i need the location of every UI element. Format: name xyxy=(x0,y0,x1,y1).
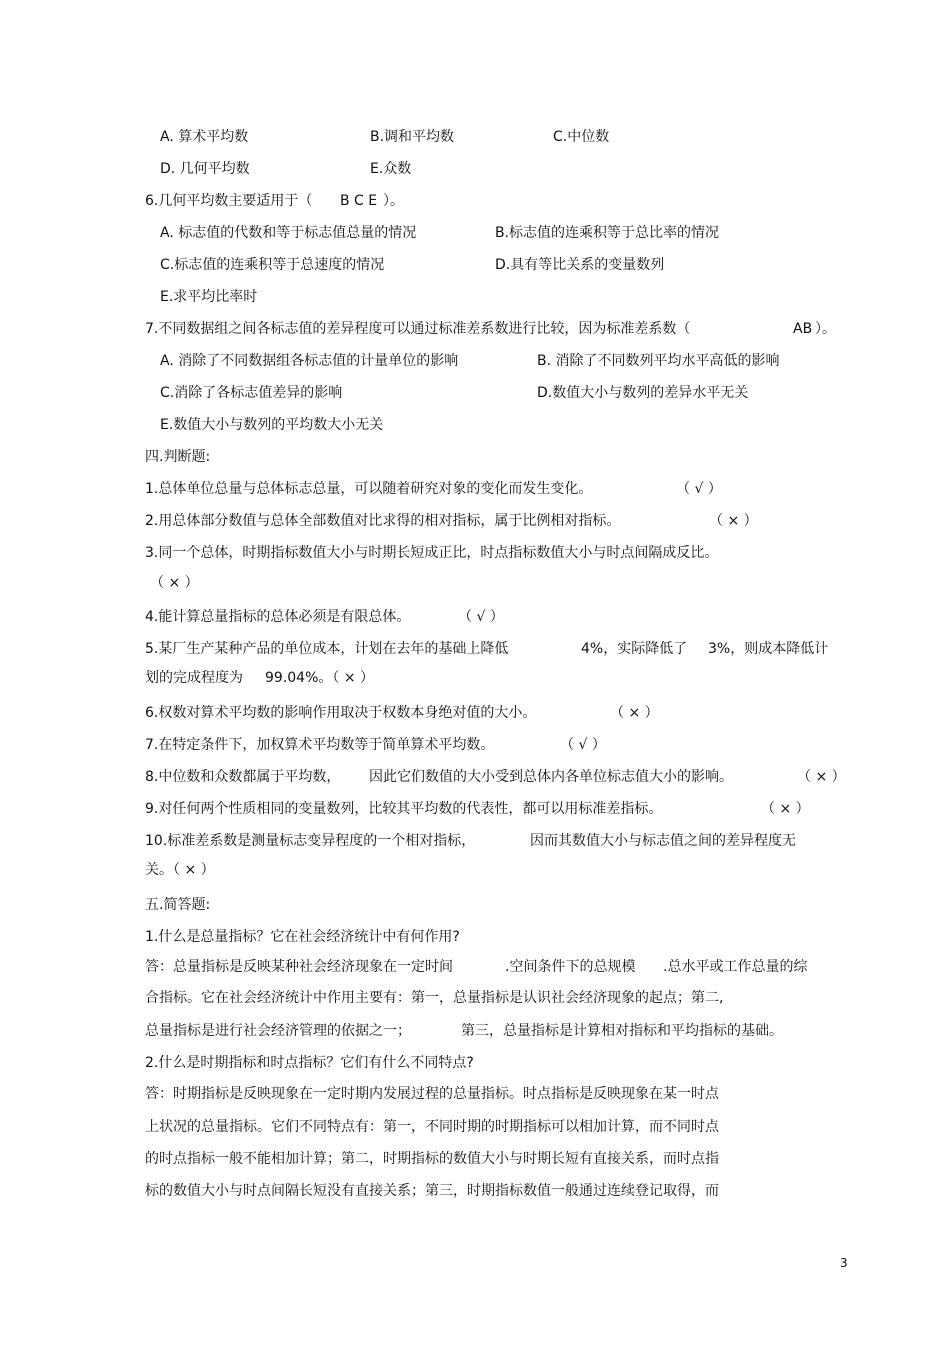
q6-option-b: B.标志值的连乘积等于总比率的情况 xyxy=(495,225,720,241)
tf-q5-line1-b: 4%，实际降低了 xyxy=(581,641,688,657)
tf-q4-mark: （ √ ） xyxy=(458,609,504,625)
tf-q9-mark: （ × ） xyxy=(761,801,810,817)
q6-option-c: C.标志值的连乘积等于总速度的情况 xyxy=(160,257,385,273)
sa-a1-line3-a: 总量指标是进行社会经济管理的依据之一； xyxy=(145,1023,411,1039)
tf-q8-mark: （ × ） xyxy=(797,769,846,785)
q6-option-d: D.具有等比关系的变量数列 xyxy=(495,257,665,273)
page-number: 3 xyxy=(840,1256,848,1270)
tf-q9-text: 9.对任何两个性质相同的变量数列，比较其平均数的代表性，都可以用标准差指标。 xyxy=(145,801,663,817)
tf-q7-mark: （ √ ） xyxy=(560,737,606,753)
q6-stem: 6.几何平均数主要适用于（ xyxy=(145,193,313,209)
sa-a1-line2: 合指标。它在社会经济统计中作用主要有：第一，总量指标是认识社会经济现象的起点；第二, xyxy=(145,990,724,1006)
tf-q2-text: 2.用总体部分数值与总体全部数值对比求得的相对指标，属于比例相对指标。 xyxy=(145,513,621,529)
tf-q10-text-c: 关。（ × ） xyxy=(145,862,215,878)
q5-option-c: C.中位数 xyxy=(553,129,610,145)
sa-a2-line4: 标的数值大小与时点间隔长短没有直接关系；第三，时期指标数值一般通过连续登记取得，而 xyxy=(145,1183,719,1199)
sa-a1-line1-c: .总水平或工作总量的综 xyxy=(663,959,808,975)
tf-q5-line2-a: 划的完成程度为 xyxy=(145,670,243,686)
q5-option-b: B.调和平均数 xyxy=(370,129,455,145)
q7-answer: AB xyxy=(793,321,813,337)
sa-q1: 1.什么是总量指标？它在社会经济统计中有何作用? xyxy=(145,929,460,945)
tf-q3-mark: （ × ） xyxy=(150,575,199,591)
tf-q7-text: 7.在特定条件下，加权算术平均数等于简单算术平均数。 xyxy=(145,737,495,753)
tf-q8-text-a: 8.中位数和众数都属于平均数， xyxy=(145,769,341,785)
q7-option-b: B. 消除了不同数列平均水平高低的影响 xyxy=(537,353,780,369)
q7-option-e: E.数值大小与数列的平均数大小无关 xyxy=(160,417,384,433)
tf-q1-mark: （ √ ） xyxy=(676,481,722,497)
tf-q2-mark: （ × ） xyxy=(709,513,758,529)
tf-q10-text-b: 因而其数值大小与标志值之间的差异程度无 xyxy=(530,833,796,849)
sa-q2: 2.什么是时期指标和时点指标？它们有什么不同特点? xyxy=(145,1055,474,1071)
q5-option-e: E.众数 xyxy=(370,161,412,177)
q7-option-c: C.消除了各标志值差异的影响 xyxy=(160,385,343,401)
tf-q5-line2-b: 99.04%。（ × ） xyxy=(265,670,375,686)
sa-a2-line3: 的时点指标一般不能相加计算；第二，时期指标的数值大小与时期长短有直接关系，而时点指 xyxy=(145,1151,719,1167)
section4-heading: 四.判断题: xyxy=(145,449,211,465)
q7-option-d: D.数值大小与数列的差异水平无关 xyxy=(537,385,749,401)
tf-q6-text: 6.权数对算术平均数的影响作用取决于权数本身绝对值的大小。 xyxy=(145,705,537,721)
tf-q1-text: 1.总体单位总量与总体标志总量，可以随着研究对象的变化而发生变化。 xyxy=(145,481,593,497)
tf-q10-text-a: 10.标准差系数是测量标志变异程度的一个相对指标， xyxy=(145,833,476,849)
sa-a2-line1: 答：时期指标是反映现象在一定时期内发展过程的总量指标。时点指标是反映现象在某一时点 xyxy=(145,1086,719,1102)
q6-option-e: E.求平均比率时 xyxy=(160,289,258,305)
tf-q3-text: 3.同一个总体，时期指标数值大小与时期长短成正比，时点指标数值大小与时点间隔成反比。 xyxy=(145,545,719,561)
sa-a1-line1-a: 答：总量指标是反映某种社会经济现象在一定时间 xyxy=(145,959,453,975)
tf-q8-text-b: 因此它们数值的大小受到总体内各单位标志值大小的影响。 xyxy=(369,769,733,785)
tf-q5-line1-a: 5.某厂生产某种产品的单位成本，计划在去年的基础上降低 xyxy=(145,641,509,657)
sa-a1-line3-b: 第三，总量指标是计算相对指标和平均指标的基础。 xyxy=(461,1023,783,1039)
q6-option-a: A. 标志值的代数和等于标志值总量的情况 xyxy=(160,225,417,241)
q7-option-a: A. 消除了不同数据组各标志值的计量单位的影响 xyxy=(160,353,459,369)
sa-a1-line1-b: .空间条件下的总规模 xyxy=(505,959,636,975)
sa-a2-line2: 上状况的总量指标。它们不同特点有：第一，不同时期的时期指标可以相加计算，而不同时点 xyxy=(145,1119,719,1135)
tf-q4-text: 4.能计算总量指标的总体必须是有限总体。 xyxy=(145,609,411,625)
q6-stem-end: ）。 xyxy=(383,193,404,209)
q5-option-d: D. 几何平均数 xyxy=(160,161,250,177)
q5-option-a: A. 算术平均数 xyxy=(160,129,249,145)
q6-answer: B C E xyxy=(340,193,378,209)
tf-q6-mark: （ × ） xyxy=(610,705,659,721)
q7-stem-end: ）。 xyxy=(815,321,836,337)
q7-stem: 7.不同数据组之间各标志值的差异程度可以通过标准差系数进行比较，因为标准差系数（ xyxy=(145,321,691,337)
section5-heading: 五.简答题: xyxy=(145,897,211,913)
tf-q5-line1-c: 3%，则成本降低计 xyxy=(708,641,829,657)
